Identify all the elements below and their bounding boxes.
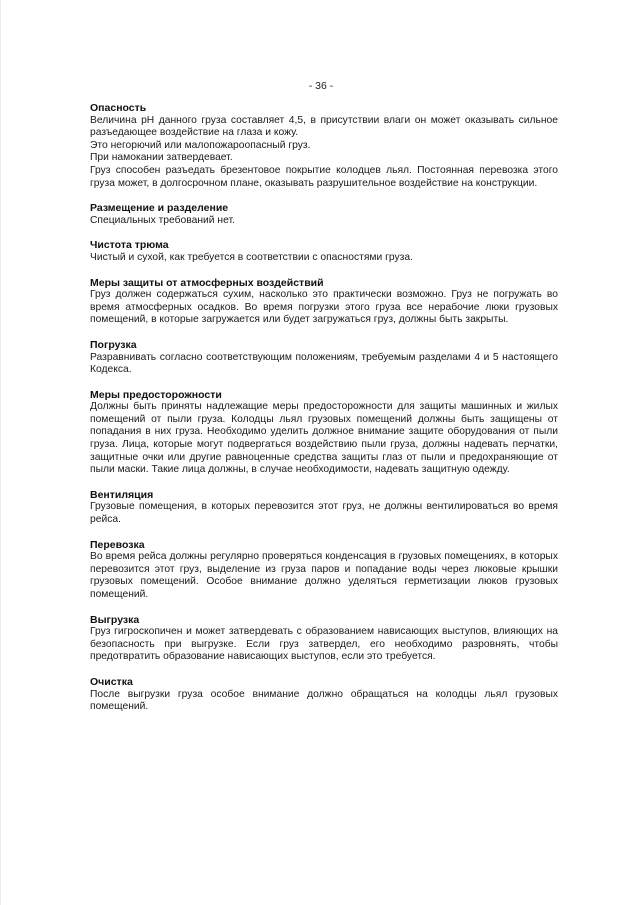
- section-hold-cleanliness: [90, 239, 558, 264]
- section-title: Вентиляция: [90, 488, 154, 501]
- section-precautions: [90, 389, 558, 477]
- paragraph: Это негорючий или малопожароопасный груз.: [90, 139, 311, 151]
- section-title: Чистота трюма: [90, 239, 169, 252]
- page-number: - 36 -: [308, 80, 334, 92]
- section-title: Размещение и разделение: [90, 202, 229, 215]
- section-hazard: [90, 102, 558, 190]
- section-title: Выгрузка: [90, 613, 140, 626]
- document-body: [90, 102, 558, 726]
- paragraph: Груз должен содержаться сухим, насколько это практически возможно. Груз не погружать во время атмосферных осадков. Во время погрузки этого груза все нерабочие люки грузовых помещений, в которые загружается или будет загружаться груз, должны быть закрыты.: [90, 289, 558, 326]
- section-title: Меры защиты от атмосферных воздействий: [90, 276, 324, 289]
- paragraph: Разравнивать согласно соответствующим положениям, требуемым разделами 4 и 5 настоящего Кодекса.: [90, 351, 558, 376]
- paragraph: Специальных требований нет.: [90, 214, 235, 226]
- paragraph: После выгрузки груза особое внимание должно обращаться на колодцы льял грузовых помещений.: [90, 688, 558, 713]
- section-discharge: [90, 614, 558, 664]
- paragraph: Грузовые помещения, в которых перевозится этот груз, не должны вентилироваться во время рейса.: [90, 501, 558, 526]
- paragraph: Величина pH данного груза составляет 4,5, в присутствии влаги он может оказывать сильное разъедающее воздействие на глаза и кожу.: [90, 114, 558, 139]
- paragraph: Во время рейса должны регулярно проверяться конденсация в грузовых помещениях, в которых перевозится этот груз, выделение из груза паров и попадание воды через люковые крышки грузовых помещений. Особое внимание должно уделяться герметизации люков грузовых помещений.: [90, 551, 558, 600]
- paragraph: Груз гигроскопичен и может затвердевать с образованием нависающих выступов, влияющих на безопасность при выгрузке. Если груз затвердел, его необходимо разровнять, чтобы предотвратить образование нависающих выступов, если это требуется.: [90, 626, 558, 663]
- section-stowage-segregation: [90, 202, 558, 227]
- section-loading: [90, 339, 558, 377]
- section-title: Опасность: [90, 102, 147, 114]
- paragraph: При намокании затвердевает.: [90, 152, 233, 164]
- section-title: Очистка: [90, 675, 133, 688]
- paragraph: Чистый и сухой, как требуется в соответствии с опасностями груза.: [90, 251, 413, 263]
- section-title: Перевозка: [90, 538, 145, 551]
- section-ventilation: [90, 489, 558, 527]
- section-title: Меры предосторожности: [90, 388, 222, 401]
- paragraph: Должны быть приняты надлежащие меры предосторожности для защиты машинных и жилых помещений от пыли груза. Колодцы льял грузовых помещений должны быть защищены от попадания в них груза. Необходимо уделить должное внимание защите оборудования от пыли груза. Лица, которые могут подвергаться воздействию пыли груза, должны надевать перчатки, защитные очки или другие равноценные средства защиты глаз от пыли и предохраняющие от пыли маски. Такие лица должны, в случае необходимости, надевать защитную одежду.: [90, 401, 558, 476]
- section-clean-up: [90, 676, 558, 714]
- section-carriage: [90, 539, 558, 602]
- section-weather-precautions: [90, 277, 558, 327]
- section-title: Погрузка: [90, 338, 137, 351]
- paragraph: Груз способен разъедать брезентовое покрытие колодцев льял. Постоянная перевозка этого груза может, в долгосрочном плане, оказывать разрушительное воздействие на конструкции.: [90, 164, 558, 189]
